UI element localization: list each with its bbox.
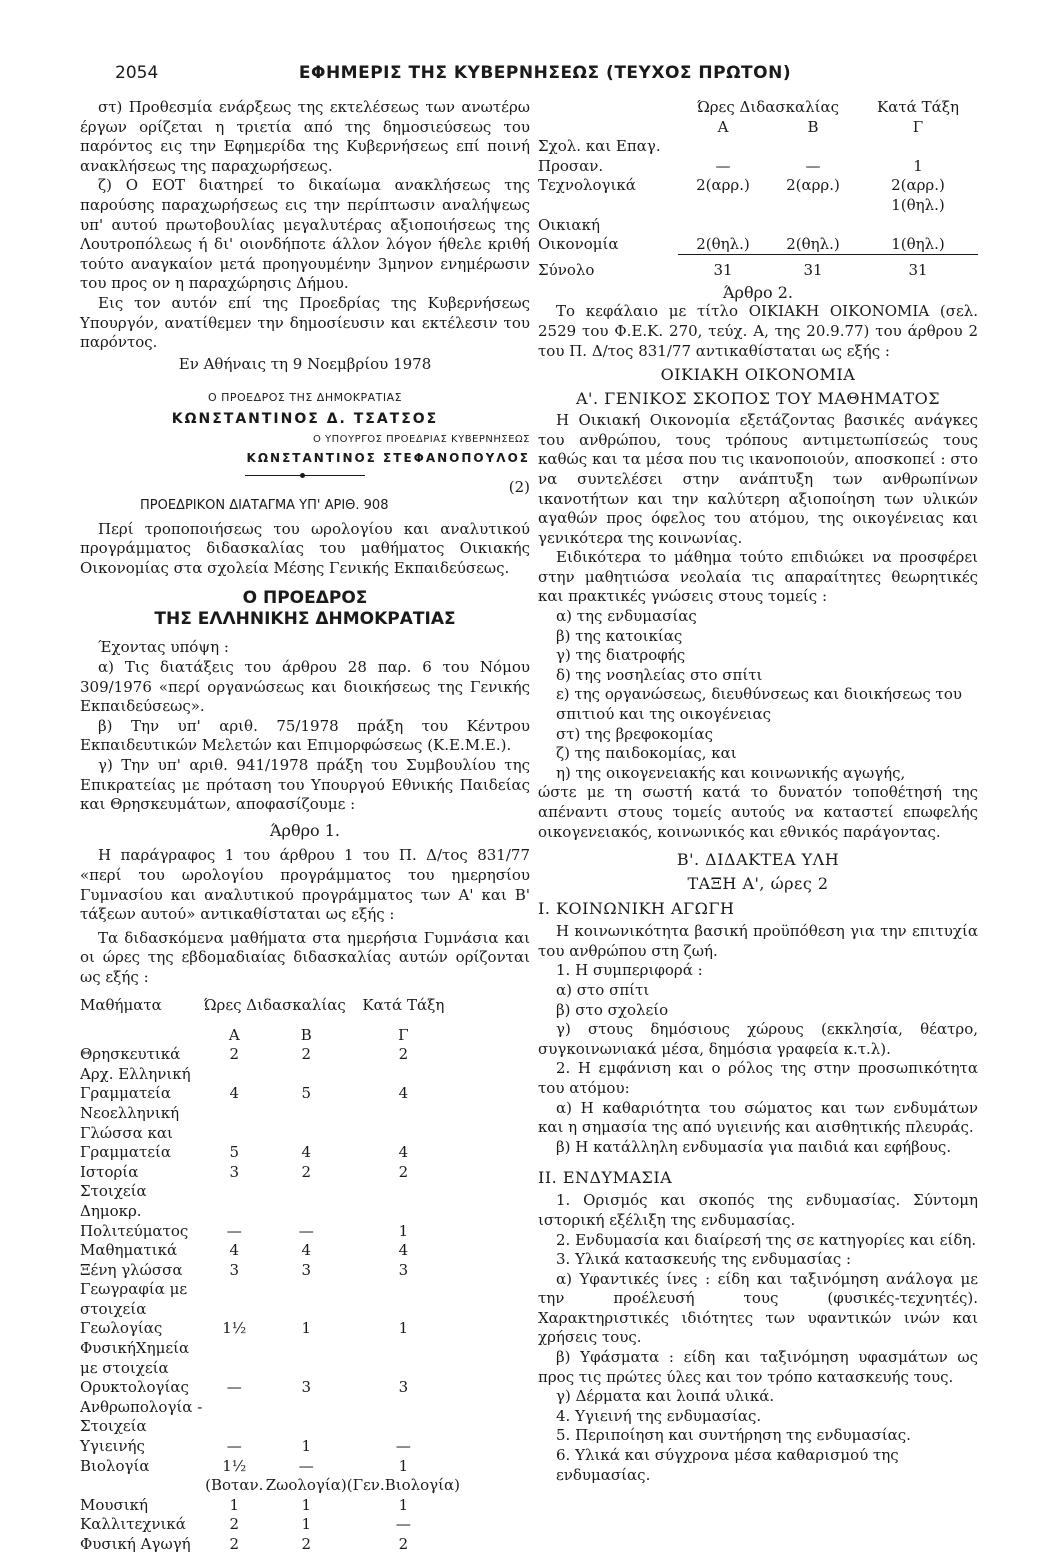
rt-col-class: Κατά Τάξη bbox=[877, 98, 959, 116]
hours-g-cell: 3 bbox=[398, 1378, 409, 1397]
clothing-6: 6. Υλικά και σύγχρονα μέσα καθαρισμού της ενδυμασίας. bbox=[556, 1446, 899, 1484]
rt-b-cell bbox=[768, 137, 858, 157]
paragraph-z: ζ) Ο ΕΟΤ διατηρεί το δικαίωμα ανακλήσεως της παρούσης παραχωρήσεως εις την περίπτωσιν αναλήψεως υπ' αυτού πρωτοβουλίας μεγαλυτέρας αξιοποιήσεως της Λουτροπόλεως ή δι' οιονδήποτε άλλον λόγον ήθελε κριθή τούτο αναγκαίον μετά προηγουμένην 3μηνον ενημέρωσιν του προς ον η παραχώρησις Δήμου. bbox=[80, 176, 530, 293]
paragraph-social: Η κοινωνικότητα βασική προϋπόθεση για την επιτυχία του ανθρώπου στη ζωή. bbox=[538, 922, 978, 960]
subject-cell: Καλλιτεχνικά bbox=[80, 1515, 186, 1534]
col-subject: Μαθήματα bbox=[80, 995, 162, 1014]
rt-subject-cell bbox=[538, 196, 678, 216]
social-2b: β) Η κατάλληλη ενδυμασία για παιδιά και εφήβους. bbox=[556, 1137, 952, 1156]
decree-number: (2) bbox=[508, 477, 530, 496]
subject-cell: Ιστορία bbox=[80, 1162, 139, 1181]
hours-b-cell: 1 bbox=[301, 1515, 312, 1534]
rt-class-g: Γ bbox=[912, 117, 924, 136]
hours-b-cell: Ζωολογία) bbox=[265, 1476, 347, 1495]
minister-title: Ο ΥΠΟΥΡΓΟΣ ΠΡΟΕΔΡΙΑΣ ΚΥΒΕΡΝΗΣΕΩΣ bbox=[313, 433, 530, 445]
rt-a-cell bbox=[678, 137, 768, 157]
hours-a-cell: 2 bbox=[229, 1515, 240, 1534]
table-row bbox=[538, 196, 978, 216]
paragraph-st: στ) Προθεσμία ενάρξεως της εκτελέσεως των ανωτέρω έργων ορίζεται η τριετία από της δημοσιεύσεως του παρόντος εις την Εφημερίδα της Κυβερνήσεως επί ποινή ανακλήσεως της παραχωρήσεως. bbox=[80, 98, 530, 175]
hours-b-cell: 3 bbox=[301, 1260, 312, 1279]
regard-a: α) Τις διατάξεις του άρθρου 28 παρ. 6 του Νόμου 309/1976 «περί οργανώσεως και διοικήσεως της Γενικής Εκπαιδεύσεως». bbox=[80, 658, 530, 716]
list-item: γ) της διατροφής bbox=[556, 646, 686, 665]
hours-a-cell: 4 bbox=[229, 1241, 240, 1260]
table-row bbox=[80, 1280, 460, 1339]
clothing-5: 5. Περιποίηση και συντήρηση της ενδυμασίας. bbox=[556, 1426, 911, 1445]
hours-g-cell: 2 bbox=[398, 1535, 409, 1553]
subject-cell: Ανθρωπολογία - Στοιχεία Υγιεινής bbox=[80, 1397, 203, 1456]
section-separator bbox=[245, 475, 365, 476]
heading-social: Ι. ΚΟΙΝΩΝΙΚΗ ΑΓΩΓΗ bbox=[538, 899, 735, 919]
social-2: 2. Η εμφάνιση και ο ρόλος της στην προσωπικότητα του ατόμου: bbox=[538, 1059, 978, 1097]
hours-a-cell: 2 bbox=[229, 1045, 240, 1064]
hours-g-cell: 3 bbox=[398, 1260, 409, 1279]
having-regard: Έχοντας υπόψη : bbox=[98, 638, 229, 657]
hours-g-cell: — bbox=[395, 1437, 411, 1456]
hours-a-cell: 1½ bbox=[222, 1456, 247, 1475]
big-title-2: ΤΗΣ ΕΛΛΗΝΙΚΗΣ ΔΗΜΟΚΡΑΤΙΑΣ bbox=[154, 609, 456, 630]
hours-b-cell: 3 bbox=[301, 1378, 312, 1397]
hours-b-cell: 4 bbox=[301, 1241, 312, 1260]
col-class: Κατά Τάξη bbox=[362, 995, 445, 1014]
hours-a-cell: — bbox=[226, 1437, 242, 1456]
rt-g-cell: 1(θηλ.) bbox=[891, 195, 945, 214]
rt-a-cell bbox=[678, 196, 768, 216]
hours-a-cell: 3 bbox=[229, 1260, 240, 1279]
subject-cell: Θρησκευτικά bbox=[80, 1045, 181, 1064]
hours-b-cell: — bbox=[298, 1456, 314, 1475]
social-1g: γ) στους δημόσιους χώρους (εκκλησία, θέατρο, συγκοινωνιακά μέσα, δημόσια γραφεία κ.τ.λ). bbox=[538, 1020, 978, 1058]
hours-a-cell: 1 bbox=[229, 1495, 240, 1514]
social-1a: α) στο σπίτι bbox=[556, 980, 650, 999]
table-row bbox=[80, 1163, 460, 1183]
rt-class-b: Β bbox=[807, 117, 819, 136]
clothing-4: 4. Υγιεινή της ενδυμασίας. bbox=[556, 1406, 762, 1425]
hours-table-header bbox=[80, 996, 460, 1016]
hours-g-cell: 1 bbox=[398, 1319, 409, 1338]
table-row bbox=[538, 176, 978, 196]
sum-a: 31 bbox=[678, 255, 768, 281]
hours-g-cell: 2 bbox=[398, 1162, 409, 1181]
rt-class-a: Α bbox=[717, 117, 729, 136]
subject-cell: Μουσική bbox=[80, 1495, 148, 1514]
article1-title: Άρθρο 1. bbox=[270, 820, 340, 840]
col-hours: Ώρες Διδασκαλίας bbox=[203, 995, 346, 1014]
sum-label: Σύνολο bbox=[538, 261, 595, 280]
heading-oikiaki: ΟΙΚΙΑΚΗ ΟΙΚΟΝΟΜΙΑ bbox=[660, 365, 856, 385]
subject-cell: Αρχ. Ελληνική Γραμματεία bbox=[80, 1064, 191, 1103]
subject-cell: Νεοελληνική Γλώσσα και Γραμματεία bbox=[80, 1103, 180, 1162]
hours-a-cell: — bbox=[226, 1221, 242, 1240]
president-title: Ο ΠΡΟΕΔΡΟΣ ΤΗΣ ΔΗΜΟΚΡΑΤΙΑΣ bbox=[207, 391, 403, 405]
hours-a-cell: 4 bbox=[229, 1084, 240, 1103]
hours-g-cell: 2 bbox=[398, 1045, 409, 1064]
hours-g-cell: — bbox=[395, 1515, 411, 1534]
hours-g-cell: 1 bbox=[398, 1456, 409, 1475]
hours-b-cell: 1 bbox=[301, 1495, 312, 1514]
table-row bbox=[80, 1261, 460, 1281]
hours-a-cell: 1½ bbox=[222, 1319, 247, 1338]
right-column bbox=[538, 98, 978, 1485]
hours-g-cell: 4 bbox=[398, 1143, 409, 1162]
hours-b-cell: 4 bbox=[301, 1143, 312, 1162]
table-row bbox=[538, 216, 978, 255]
page-header bbox=[115, 64, 975, 90]
hours-b-cell: 1 bbox=[301, 1319, 312, 1338]
list-item: ζ) της παιδοκομίας, και bbox=[556, 744, 737, 763]
class-b: Β bbox=[300, 1025, 312, 1044]
table-row bbox=[538, 137, 978, 157]
rt-g-cell: 2(αρρ.) bbox=[891, 176, 945, 195]
rt-subject-cell: Τεχνολογικά bbox=[538, 176, 636, 195]
table-row bbox=[538, 157, 978, 177]
hours-b-cell: — bbox=[298, 1221, 314, 1240]
rt-b-cell: 2(θηλ.) bbox=[786, 234, 840, 253]
class-a: Α bbox=[228, 1025, 240, 1044]
hours-table bbox=[80, 996, 460, 1555]
social-1b: β) στο σχολείο bbox=[556, 1000, 669, 1019]
article2-text: Το κεφάλαιο με τίτλο ΟΙΚΙΑΚΗ ΟΙΚΟΝΟΜΙΑ (σελ. 2529 του Φ.Ε.Κ. 270, τεύχ. Α, της 20.9.77) του άρθρου 2 του Π. Δ/τος 831/77 αντικαθίσταται ως εξής : bbox=[538, 302, 978, 360]
rt-class-header-row bbox=[538, 118, 978, 138]
sectors-list bbox=[538, 607, 978, 783]
minister-name: ΚΩΝΣΤΑΝΤΙΝΟΣ ΣΤΕΦΑΝΟΠΟΥΛΟΣ bbox=[246, 451, 530, 466]
decree-subject: Περί τροποποιήσεως του ωρολογίου και αναλυτικού προγράμματος διδασκαλίας του μαθήματος Οικιακής Οικονομίας στα σχολεία Μέσης Γενικής Εκπαιδεύσεως. bbox=[80, 519, 530, 577]
rt-subject-cell: Προσαν. bbox=[538, 156, 604, 175]
hours-a-cell: 2 bbox=[229, 1535, 240, 1553]
clothing-3a: α) Υφαντικές ίνες : είδη και ταξινόμηση ανάλογα με την προέλευσή τους (φυσικές-τεχνητές). Χαρακτηριστικές ιδιότητες των υφαντικών ινών και χρήσεις τους. bbox=[538, 1269, 978, 1347]
hours-g-cell: (Γεν.Βιολογία) bbox=[346, 1476, 460, 1495]
heading-general: Α'. ΓΕΝΙΚΟΣ ΣΚΟΠΟΣ ΤΟΥ ΜΑΘΗΜΑΤΟΣ bbox=[575, 389, 941, 409]
rt-b-cell: — bbox=[805, 156, 821, 175]
table-row bbox=[80, 1515, 460, 1535]
table-row bbox=[80, 1339, 460, 1398]
social-1: 1. Η συμπεριφορά : bbox=[556, 961, 703, 980]
hours-a-cell: 3 bbox=[229, 1162, 240, 1181]
rt-g-cell: 1 bbox=[913, 156, 923, 175]
clothing-1: 1. Ορισμός και σκοπός της ενδυμασίας. Σύντομη ιστορική εξέλιξη της ενδυμασίας. bbox=[538, 1191, 978, 1229]
paragraph-general: Η Οικιακή Οικονομία εξετάζοντας βασικές ανάγκες του ανθρώπου, τους τρόπους αντιμετωπίσεώς τους καθώς και τα μέσα που τις ικανοποιούν, αποσκοπεί : στο να συντελέσει στην ανάπτυξη των ανθρωπίνων ικανοτήτων και την καλύτερη αξιοποίηση των υλικών αγαθών προς όφελος του ατόμου, της οικογένειας και γενικότερα της κοινωνίας. bbox=[538, 411, 978, 547]
hours-a-cell: — bbox=[226, 1378, 242, 1397]
article1-text: Η παράγραφος 1 του άρθρου 1 του Π. Δ/τος 831/77 «περί του ωρολογίου προγράμματος του ημερησίου Γυμνασίου και αναλυτικού προγράμματος των Α' και Β' τάξεων αυτού» αντικαθίσταται ως εξής : bbox=[80, 846, 530, 924]
rt-col-hours: Ώρες Διδασκαλίας bbox=[696, 98, 840, 116]
subject-cell: Μαθηματικά bbox=[80, 1241, 178, 1260]
rt-g-cell: 1(θηλ.) bbox=[891, 234, 945, 253]
list-item: ε) της οργανώσεως, διευθύνσεως και διοικήσεως του σπιτιού και της οικογένειας bbox=[556, 685, 962, 724]
subject-cell: Βιολογία bbox=[80, 1456, 150, 1475]
paragraph-sectors-end: ώστε με τη σωστή κατά το δυνατόν τοποθέτησή της απέναντι στους τομείς αυτούς να καταστεί επωφελής οικογενειακός, κοινωνικός και εθνικός παράγοντας. bbox=[538, 783, 978, 841]
rt-a-cell: 2(αρρ.) bbox=[696, 176, 750, 195]
journal-title: ΕΦΗΜΕΡΙΣ ΤΗΣ ΚΥΒΕΡΝΗΣΕΩΣ (ΤΕΥΧΟΣ ΠΡΩΤΟΝ) bbox=[298, 63, 792, 83]
table-row bbox=[80, 1496, 460, 1516]
sum-b: 31 bbox=[768, 255, 858, 281]
list-item: α) της ενδυμασίας bbox=[556, 607, 697, 626]
subject-cell: Στοιχεία Δημοκρ. Πολιτεύματος bbox=[80, 1182, 189, 1240]
sum-g: 31 bbox=[858, 255, 978, 281]
hours-a-cell: (Βοταν. bbox=[205, 1476, 264, 1495]
decree-title: ΠΡΟΕΔΡΙΚΟΝ ΔΙΑΤΑΓΜΑ ΥΠ' ΑΡΙΘ. 908 bbox=[140, 497, 389, 513]
sum-row bbox=[538, 255, 978, 281]
rt-g-cell bbox=[858, 137, 978, 157]
big-title-1: Ο ΠΡΟΕΔΡΟΣ bbox=[242, 588, 368, 609]
list-item: η) της οικογενειακής και κοινωνικής αγωγής, bbox=[556, 763, 906, 782]
hours-b-cell: 2 bbox=[301, 1535, 312, 1553]
rt-subject-cell: Σχολ. και Επαγ. bbox=[538, 137, 661, 156]
continued-table-header bbox=[538, 98, 978, 118]
continued-table-body bbox=[538, 137, 978, 255]
paragraph-specific: Ειδικότερα το μάθημα τούτο επιδιώκει να προσφέρει στην μαθητιώσα νεολαία τις απαραίτητες θεωρητικές και πρακτικές γνώσεις στους τομείς : bbox=[538, 548, 978, 606]
clothing-3g: γ) Δέρματα και λοιπά υλικά. bbox=[556, 1387, 775, 1406]
president-name: ΚΩΝΣΤΑΝΤΙΝΟΣ Δ. ΤΣΑΤΣΟΣ bbox=[171, 410, 439, 427]
hours-a-cell: 5 bbox=[229, 1143, 240, 1162]
regard-g: γ) Την υπ' αριθ. 941/1978 πράξη του Συμβουλίου της Επικρατείας με πρόταση του Υπουργού Εθνικής Παιδείας και Θρησκευμάτων, αποφασίζουμε : bbox=[80, 756, 530, 814]
subject-cell: Φυσική Αγωγή bbox=[80, 1535, 191, 1553]
subject-cell: ΦυσικήΧημεία με στοιχεία Ορυκτολογίας bbox=[80, 1339, 190, 1397]
rt-b-cell bbox=[768, 196, 858, 216]
subject-cell bbox=[80, 1476, 203, 1496]
article2-title: Άρθρο 2. bbox=[723, 282, 793, 302]
date-line: Εν Αθήναις τη 9 Νοεμβρίου 1978 bbox=[178, 354, 432, 373]
subject-cell: Ξένη γλώσσα bbox=[80, 1260, 183, 1279]
rt-subject-cell: Οικιακή Οικονομία bbox=[538, 215, 619, 254]
clothing-2: 2. Ενδυμασία και διαίρεσή της σε κατηγορίες και είδη. bbox=[556, 1230, 977, 1249]
table-row bbox=[80, 1065, 460, 1104]
list-item: β) της κατοικίας bbox=[556, 626, 683, 645]
article1-intro: Τα διδασκόμενα μαθήματα στα ημερήσια Γυμνάσια και οι ώρες της εβδομαδιαίας διδασκαλίας αυτών ορίζονται ως εξής : bbox=[80, 928, 530, 986]
hours-b-cell: 5 bbox=[301, 1084, 312, 1103]
page-number: 2054 bbox=[115, 63, 159, 83]
class-header-row bbox=[80, 1015, 460, 1045]
regard-b: β) Την υπ' αριθ. 75/1978 πράξη του Κέντρου Εκπαιδευτικών Μελετών και Επιμορφώσεως (Κ.Ε.Μ.Ε.). bbox=[80, 716, 530, 755]
hours-g-cell: 1 bbox=[398, 1221, 409, 1240]
rt-b-cell: 2(αρρ.) bbox=[786, 176, 840, 195]
table-row bbox=[80, 1241, 460, 1261]
heading-didaktea: Β'. ΔΙΔΑΚΤΕΑ ΥΛΗ bbox=[676, 850, 840, 870]
clothing-3b: β) Υφάσματα : είδη και ταξινόμηση υφασμάτων ως προς τις πρώτες ύλες και τον τρόπο κατασκευής τους. bbox=[538, 1348, 978, 1386]
rt-a-cell: — bbox=[715, 156, 731, 175]
table-row bbox=[80, 1398, 460, 1457]
table-row bbox=[80, 1476, 460, 1496]
hours-g-cell: 1 bbox=[398, 1495, 409, 1514]
list-item: στ) της βρεφοκομίας bbox=[556, 724, 713, 743]
hours-g-cell: 4 bbox=[398, 1084, 409, 1103]
hours-b-cell: 2 bbox=[301, 1162, 312, 1181]
left-column bbox=[80, 98, 530, 1555]
subject-cell: Γεωγραφία με στοιχεία Γεωλογίας bbox=[80, 1280, 188, 1338]
continued-table bbox=[538, 98, 978, 281]
rt-a-cell: 2(θηλ.) bbox=[696, 234, 750, 253]
table-row bbox=[80, 1182, 460, 1241]
class-g: Γ bbox=[398, 1025, 409, 1044]
hours-b-cell: 2 bbox=[301, 1045, 312, 1064]
clothing-3: 3. Υλικά κατασκευής της ενδυμασίας : bbox=[556, 1250, 852, 1269]
decree-heading bbox=[80, 477, 530, 514]
heading-clothing: ΙΙ. ΕΝΔΥΜΑΣΙΑ bbox=[538, 1168, 673, 1188]
list-item: δ) της νοσηλείας στο σπίτι bbox=[556, 665, 763, 684]
hours-b-cell: 1 bbox=[301, 1437, 312, 1456]
hours-g-cell: 4 bbox=[398, 1241, 409, 1260]
hours-table-body bbox=[80, 1045, 460, 1554]
table-row bbox=[80, 1457, 460, 1477]
paragraph-assign: Εις τον αυτόν επί της Προεδρίας της Κυβερνήσεως Υπουργόν, ανατίθεμεν την δημοσίευσιν και εκτέλεσιν του παρόντος. bbox=[80, 293, 530, 352]
heading-taxi: ΤΑΞΗ Α', ώρες 2 bbox=[687, 874, 829, 894]
table-row bbox=[80, 1045, 460, 1065]
table-row bbox=[80, 1535, 460, 1555]
table-row bbox=[80, 1104, 460, 1163]
social-2a: α) Η καθαριότητα του σώματος και των ενδυμάτων και η σημασία της από υγιεινής και αισθητικής πλευράς. bbox=[538, 1098, 978, 1137]
